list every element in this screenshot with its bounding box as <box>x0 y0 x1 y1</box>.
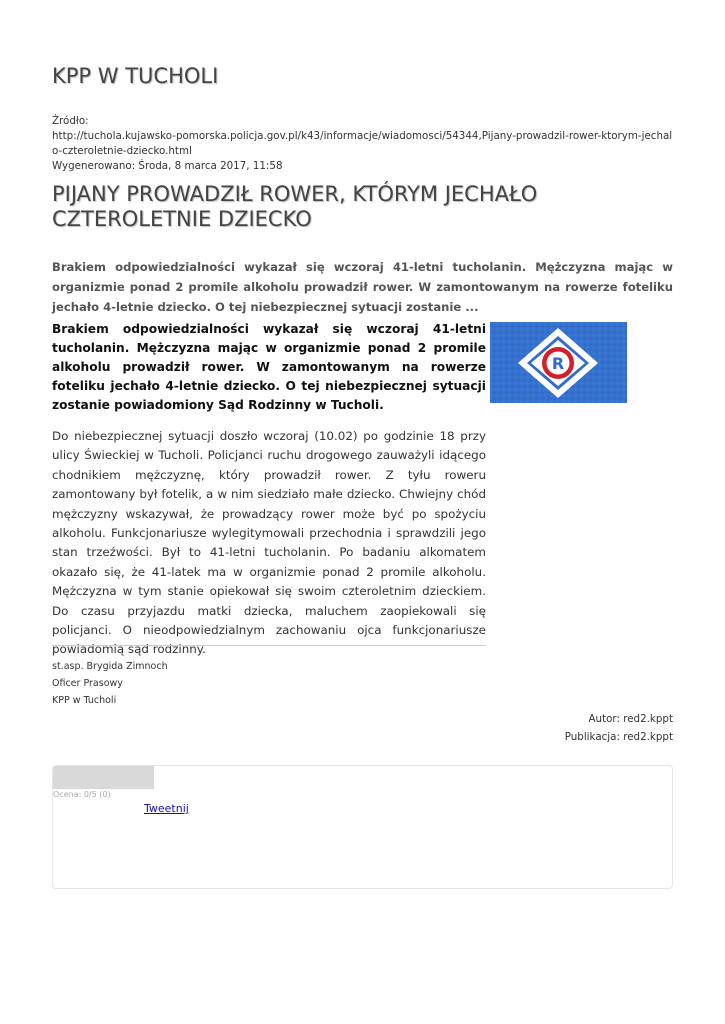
traffic-police-sign-icon <box>490 322 627 403</box>
rating-label: Ocena: 0/5 (0) <box>53 790 111 799</box>
article-body: Do niebezpiecznej sytuacji doszło wczoraj (10.02) po godzinie 18 przy ulicy Świeckiej w Tucholi. Policjanci ruchu drogowego zauważyli idącego chodnikiem mężczyznę, który prowadził rower. Z tyłu roweru zamontowany był fotelik, a w nim siedziało małe dziecko. Chwiejny chód mężczyzny wskazywał, że prowadzący rower może być po spożyciu alkoholu. Funkcjonariusze wylegitymowali przechodnia i sprawdzili jego stan trzeźwości. Był to 41-letni tucholanin. Po badaniu alkomatem okazało się, że 41-latek ma w organizmie ponad 2 promile alkoholu. Mężczyzna w tym stanie opiekował się swoim czteroletnim dzieckiem. Do czasu przyjazdu matki dziecka, maluchem zaopiekowali się policjanci. O nieodpowiedzialnym zachowaniu ojca funkcjonariusze powiadomią sąd rodzinny. <box>52 429 486 657</box>
article-title: PIJANY PROWADZIŁ ROWER, KTÓRYM JECHAŁO CZTEROLETNIE DZIECKO <box>52 182 538 231</box>
source-label: Źródło: <box>52 115 89 127</box>
rating-stars[interactable] <box>53 766 154 789</box>
publication-label: Publikacja: red2.kppt <box>564 731 673 743</box>
signature-unit: KPP w Tucholi <box>52 695 117 706</box>
signature-name: st.asp. Brygida Zimnoch <box>52 661 168 672</box>
sign-letter: R <box>551 354 565 373</box>
article-lead: Brakiem odpowiedzialności wykazał się wczoraj 41-letni tucholanin. Mężczyzna mając w organizmie ponad 2 promile alkoholu prowadził rower. W zamontowanym na rowerze foteliku jechało 4-letnie dziecko. O tej niebezpiecznej sytuacji zostanie ... <box>52 260 673 314</box>
source-url: http://tuchola.kujawsko-pomorska.policja.gov.pl/k43/informacje/wiadomosci/54344,Pijany-prowadzil-rower-ktorym-jechalo-czteroletnie-dziecko.html <box>52 130 673 157</box>
article-intro: Brakiem odpowiedzialności wykazał się wczoraj 41-letni tucholanin. Mężczyzna mając w organizmie ponad 2 promile alkoholu prowadził rower. W zamontowanym na rowerze foteliku jechało 4-letnie dziecko. O tej niebezpiecznej sytuacji zostanie powiadomiony Sąd Rodzinny w Tucholi. <box>52 322 486 412</box>
author-label: Autor: red2.kppt <box>588 713 673 725</box>
rating-box <box>52 765 673 889</box>
divider <box>52 645 486 646</box>
source-meta <box>52 114 673 174</box>
signature <box>52 658 168 709</box>
publication-info <box>565 710 673 746</box>
site-title: KPP W TUCHOLI <box>52 64 219 88</box>
signature-role: Oficer Prasowy <box>52 678 123 689</box>
tweet-link[interactable]: Tweetnij <box>144 802 189 815</box>
generated-date: Wygenerowano: Środa, 8 marca 2017, 11:58 <box>52 160 283 172</box>
article-photo <box>490 322 627 403</box>
